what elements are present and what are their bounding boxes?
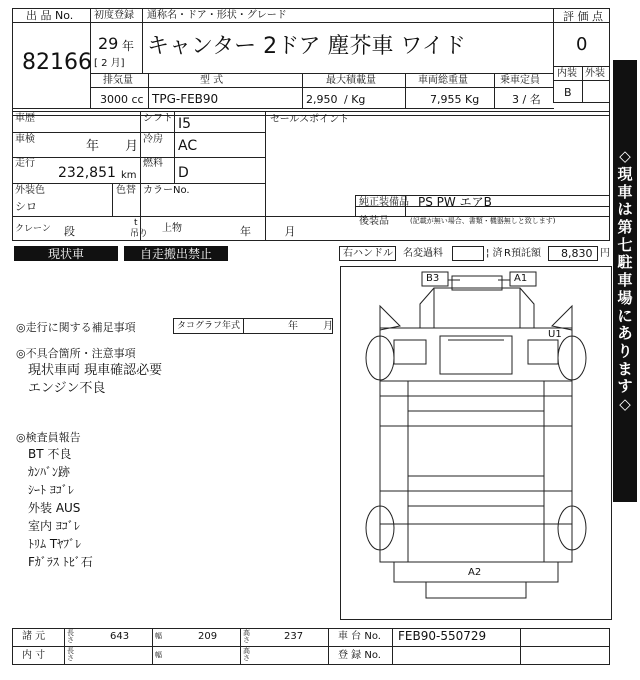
displacement: 3000 cc <box>100 93 144 106</box>
sales-point-label: セールスポイント <box>270 114 350 125</box>
inspector-line-7: Fｶﾞﾗｽ ﾄﾋﾞ石 <box>28 555 93 569</box>
ac-value: AC <box>178 138 198 154</box>
model-name: キャンター 2ドア 塵芥車 ワイド <box>147 34 466 59</box>
divider <box>152 628 153 665</box>
rating-value: 0 <box>576 34 588 55</box>
length-label: 長さ <box>67 629 74 644</box>
capacity-label: 乗車定員 <box>500 75 540 86</box>
inspector-line-5: 室内 ﾖｺﾞﾚ <box>28 519 80 533</box>
divider <box>328 628 329 665</box>
divider <box>12 132 266 133</box>
height-label: 高さ <box>243 629 250 644</box>
color-code-label: カラーNo. <box>143 185 190 196</box>
gross-weight: 7,955 Kg <box>430 93 480 106</box>
width-label: 幅 <box>155 632 162 640</box>
dims-label: 諸 元 <box>22 631 46 642</box>
distance-unit: 円 <box>600 248 610 259</box>
divider <box>405 73 406 108</box>
genjo-badge: 現状車 <box>14 246 118 261</box>
mileage-label: 走行 <box>15 158 35 169</box>
color-value: シロ <box>15 200 37 213</box>
divider <box>243 318 244 334</box>
chassis-label: 車 台 No. <box>338 631 381 642</box>
divider <box>64 628 65 665</box>
shift-label: シフト <box>143 113 173 124</box>
mileage-value: 232,851 <box>58 165 116 181</box>
model-code-label: 型 式 <box>200 75 224 86</box>
mark-b3: B3 <box>426 273 440 284</box>
inner-dims-label: 内 寸 <box>22 650 46 661</box>
shift-value: I5 <box>178 116 192 132</box>
reg-month: [ 2 月] <box>94 58 125 69</box>
defect-line-1: 現状車両 現車確認必要 <box>28 363 163 378</box>
divider <box>140 111 141 241</box>
mark-a1: A1 <box>514 273 528 284</box>
divider <box>90 87 554 88</box>
model-code: TPG-FEB90 <box>152 92 219 106</box>
mark-u1: U1 <box>548 329 562 340</box>
width-value: 209 <box>198 631 218 642</box>
fuel-label: 燃料 <box>143 158 163 169</box>
tacho-label: タコグラフ年式 <box>177 321 241 331</box>
reg-no-label: 登 録 No. <box>338 650 381 661</box>
width2-label: 幅 <box>155 651 162 659</box>
crane-ton: t <box>134 218 138 228</box>
divider <box>582 66 583 102</box>
crane-hoist: 吊り <box>130 229 149 239</box>
jisou-badge: 自走搬出禁止 <box>124 246 228 261</box>
chassis-value: FEB90-550729 <box>398 629 487 643</box>
color-label: 外装色 <box>15 185 45 196</box>
mark-a2: A2 <box>468 567 482 578</box>
color-no-label: 色替 <box>116 185 136 196</box>
interior-label: 内装 <box>557 68 577 79</box>
divider <box>392 628 393 665</box>
divider <box>142 8 143 73</box>
divider <box>12 108 554 109</box>
divider <box>12 157 266 158</box>
lot-number: 82166 <box>22 50 92 75</box>
divider <box>520 628 521 665</box>
driving-notes-label: ◎走行に関する補足事項 <box>16 321 136 334</box>
divider <box>265 111 266 241</box>
upper-value: 年 月 <box>240 225 296 238</box>
crane-stage: 段 <box>64 225 75 238</box>
max-load-label: 最大積載量 <box>326 75 376 86</box>
reg-year-unit: 年 <box>122 39 135 53</box>
max-load-unit: / Kg <box>344 93 366 106</box>
length-value: 643 <box>110 631 130 642</box>
height-value: 237 <box>284 631 304 642</box>
equipment-value: PS PW エアB <box>418 195 492 209</box>
distance-value: 8,830 <box>561 247 593 260</box>
defect-line-2: エンジン不良 <box>28 381 106 396</box>
exterior-label: 外装 <box>585 68 605 79</box>
inspector-label: ◎検査員報告 <box>16 431 81 444</box>
gross-weight-label: 車両総重量 <box>418 75 468 86</box>
interior-grade: B <box>564 86 572 99</box>
length2-label: 長さ <box>67 647 74 662</box>
distance-label: R預託額 <box>504 248 541 259</box>
lot-label: 出 品 No. <box>26 9 74 22</box>
inspection-value: 年 月 <box>86 139 139 154</box>
meihen-box <box>452 246 484 261</box>
capacity: 3 / 名 <box>512 93 541 106</box>
fuel-value: D <box>178 165 189 181</box>
handle-value: 右ハンドル <box>343 248 393 259</box>
odo-label: ¦ 済 <box>486 248 503 259</box>
divider <box>240 628 241 665</box>
height2-label: 高さ <box>243 647 250 662</box>
tacho-value: 年 月 <box>288 321 334 332</box>
location-banner: ◇ 現 車 は 第 七 駐 車 場 に あ り ま す ◇ <box>613 60 637 502</box>
inspector-line-1: BT 不良 <box>28 447 72 461</box>
divider <box>302 73 303 108</box>
crane-label: クレーン <box>15 224 51 234</box>
model-label: 通称名・ドア・形状・グレード <box>147 10 287 21</box>
divider <box>90 73 554 74</box>
aftermarket-label: 後装品 <box>359 216 389 227</box>
divider <box>174 111 175 183</box>
equipment-label: 純正装備品 <box>359 197 409 208</box>
divider <box>112 183 113 216</box>
ac-label: 冷房 <box>143 134 163 145</box>
divider <box>553 102 610 103</box>
meihen-label: 名変過料 <box>403 248 443 259</box>
reg-year: 29 <box>98 34 119 53</box>
first-reg-label: 初度登録 <box>94 10 134 21</box>
divider <box>12 183 266 184</box>
inspector-line-6: ﾄﾘﾑ Tﾔﾌﾞﾚ <box>28 537 82 551</box>
inspection-label: 車検 <box>15 134 35 145</box>
rating-label: 評 価 点 <box>563 10 603 23</box>
inspector-line-2: ｶﾝﾊﾞﾝ跡 <box>28 465 71 479</box>
displacement-label: 排気量 <box>103 75 133 86</box>
divider <box>148 73 149 108</box>
history-label: 車歴 <box>15 113 35 124</box>
aftermarket-note: (記載が無い場合、書類・機器無しと致します) <box>410 217 556 225</box>
divider <box>494 73 495 108</box>
defects-label: ◎不具合箇所・注意事項 <box>16 347 136 360</box>
inspector-line-3: ｼｰﾄ ﾖｺﾞﾚ <box>28 483 74 497</box>
divider <box>12 22 610 23</box>
inspector-line-4: 外装 AUS <box>28 501 81 515</box>
mileage-unit: km <box>121 170 137 181</box>
max-load: 2,950 <box>306 93 338 106</box>
upper-label: 上物 <box>162 223 182 234</box>
